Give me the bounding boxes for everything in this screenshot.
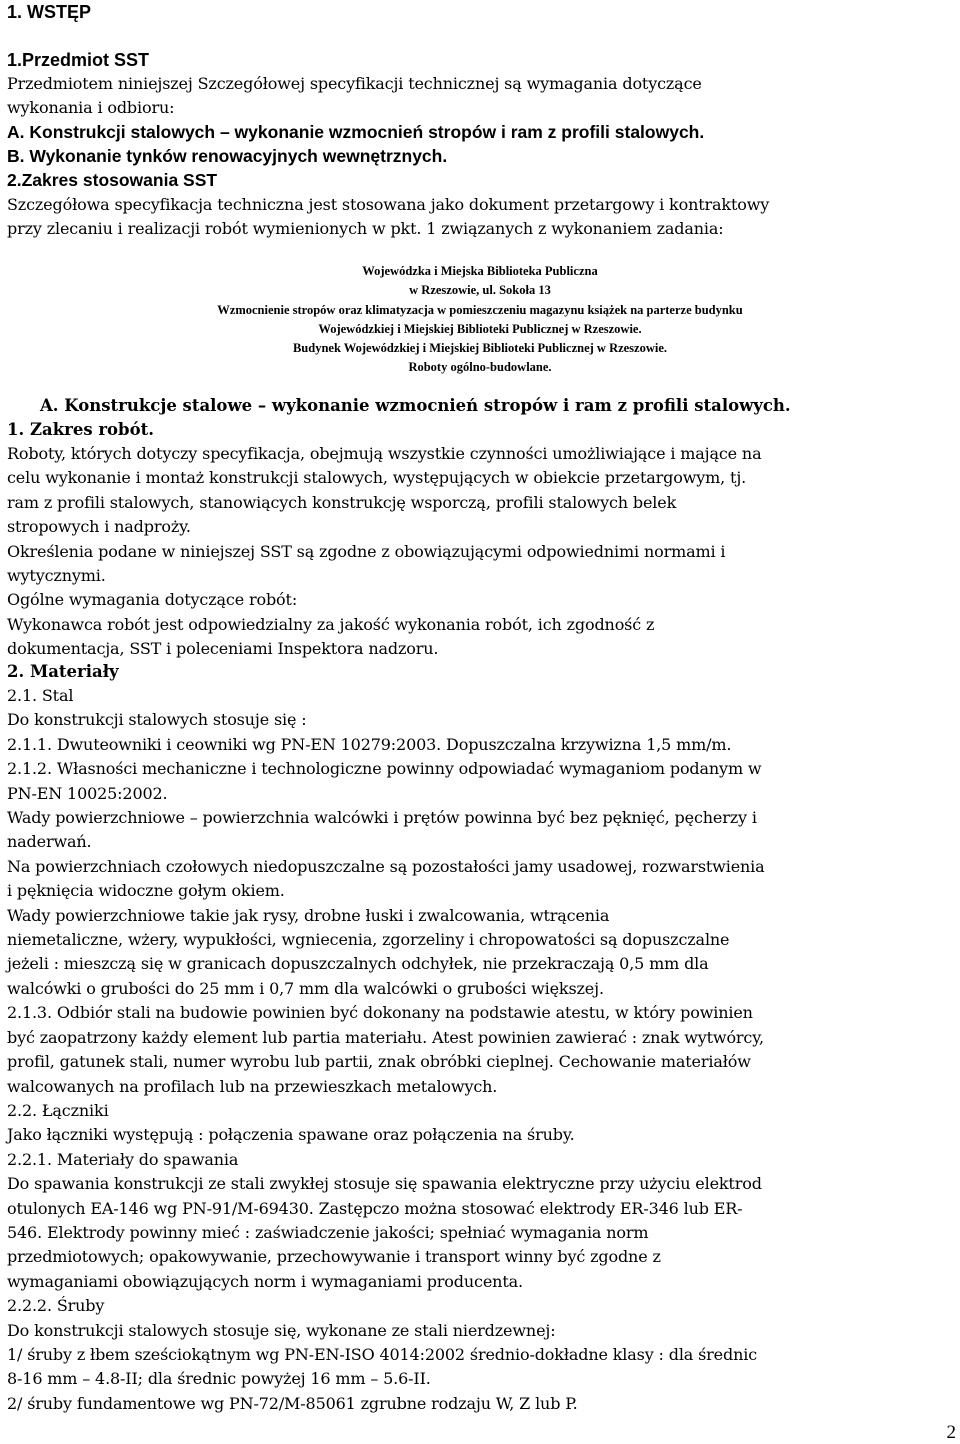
sst-subject-heading-text: 1.Przedmiot SST (7, 50, 150, 70)
text-line: walcowanych na profilach lub na przewieszkach metalowych. (7, 1076, 498, 1096)
project-line: Wojewódzkiej i Miejskiej Biblioteki Publicznej w Rzeszowie. (318, 321, 642, 336)
text-line: przy zlecaniu i realizacji robót wymienionych w pkt. 1 związanych z wykonaniem zadania: (7, 219, 724, 239)
section-a-heading-text: A. Konstrukcje stalowe – wykonanie wzmocnień stropów i ram z profili stalowych. (40, 396, 791, 415)
text-line: Na powierzchniach czołowych niedopuszczalne są pozostałości jamy usadowej, rozwarstwienia (7, 856, 765, 876)
project-line: Roboty ogólno-budowlane. (408, 360, 552, 375)
text-line: Do konstrukcji stalowych stosuje się : (7, 710, 307, 730)
text-line: Określenia podane w niniejszej SST są zgodne z obowiązującymi odpowiednimi normami i (7, 541, 726, 561)
text-line: przedmiotowych; opakowywanie, przechowywanie i transport winny być zgodne z (7, 1247, 661, 1267)
text-line: 2.1. Stal (7, 686, 74, 705)
project-line: Wzmocnienie stropów oraz klimatyzacja w pomieszczeniu magazynu książek na parterze budynku (217, 302, 743, 317)
text-line: PN-EN 10025:2002. (7, 783, 168, 803)
text-line: Szczegółowa specyfikacja techniczna jest stosowana jako dokument przetargowy i kontraktowy (7, 195, 770, 214)
text-line: Wady powierzchniowe – powierzchnia walcówki i prętów powinna być bez pęknięć, pęcherzy i (7, 808, 757, 828)
project-line: Budynek Wojewódzkiej i Miejskiej Biblioteki Publicznej w Rzeszowie. (292, 341, 668, 356)
text-line: profil, gatunek stali, numer wyrobu lub partii, znak obróbki cieplnej. Cechowanie materiałów (7, 1052, 751, 1072)
text-line: 1/ śruby z łbem sześciokątnym wg PN-EN-ISO 4014:2002 średnio-dokładne klasy : dla średnic (7, 1344, 758, 1364)
text-line: Roboty, których dotyczy specyfikacja, obejmują wszystkie czynności umożliwiające i mające na (7, 444, 762, 463)
text-line: być zaopatrzony każdy element lub partia materiału. Atest powinien zawierać : znak wytwórcy, (7, 1027, 764, 1047)
text-line: Przedmiotem niniejszej Szczegółowej specyfikacji technicznej są wymagania dotyczące (7, 74, 702, 93)
text-line: wymaganiami obowiązujących norm i wymaganiami producenta. (7, 1271, 523, 1291)
text-line: 2.1.1. Dwuteowniki i ceowniki wg PN-EN 10279:2003. Dopuszczalna krzywizna 1,5 mm/m. (7, 734, 732, 754)
text-line: wytycznymi. (7, 566, 106, 586)
scope-items (7, 120, 957, 168)
scope-of-works-paragraphs (7, 442, 957, 662)
text-line: 2.1.2. Własności mechaniczne i technologiczne powinny odpowiadać wymaganiom podanym w (7, 759, 762, 779)
text-line: i pęknięcia widoczne gołym okiem. (7, 881, 285, 901)
text-line: walcówki o grubości do 25 mm i 0,7 mm dla walcówki o grubości większej. (7, 978, 604, 998)
sst-subject-heading (7, 48, 957, 72)
text-line: 2.2.1. Materiały do spawania (7, 1149, 239, 1169)
text-line: 2.2.2. Śruby (7, 1296, 105, 1316)
text-line: stropowych i nadproży. (7, 517, 191, 537)
section-a-heading (40, 394, 957, 418)
text-line: naderwań. (7, 832, 92, 852)
sst-subject-paragraph (7, 72, 957, 121)
materials-paragraphs (7, 684, 957, 1416)
text-line: niemetaliczne, wżery, wypukłości, wgniecenia, zgorzeliny i chropowatości są dopuszczalne (7, 930, 730, 950)
project-line: w Rzeszowie, ul. Sokoła 13 (409, 283, 551, 298)
project-title-block (0, 262, 960, 378)
text-line: 2.2. Łączniki (7, 1100, 109, 1120)
chapter-heading (7, 0, 957, 24)
text-line: Ogólne wymagania dotyczące robót: (7, 590, 298, 610)
text-line: 546. Elektrody powinny mieć : zaświadczenie jakości; spełniać wymagania norm (7, 1222, 649, 1242)
text-line: Wady powierzchniowe takie jak rysy, drobne łuski i zwalcowania, wtrącenia (7, 905, 610, 925)
project-line: Wojewódzka i Miejska Biblioteka Publiczna (362, 264, 598, 278)
scope-heading-text: 2.Zakres stosowania SST (7, 170, 218, 190)
text-line: 2.1.3. Odbiór stali na budowie powinien być dokonany na podstawie atestu, w który powinien (7, 1003, 753, 1023)
text-line: jeżeli : mieszczą się w granicach dopuszczalnych odchyłek, nie przekraczają 0,5 mm dla (7, 954, 709, 974)
page-number: 2 (946, 1422, 956, 1443)
scope-paragraph (7, 193, 957, 242)
scope-heading (7, 168, 957, 192)
materials-heading (7, 660, 957, 684)
text-line: 8-16 mm – 4.8-II; dla średnic powyżej 16 mm – 5.6-II. (7, 1369, 431, 1389)
text-line: Do konstrukcji stalowych stosuje się, wykonane ze stali nierdzewnej: (7, 1320, 556, 1340)
chapter-heading-text: 1. WSTĘP (7, 2, 92, 22)
text-line: Do spawania konstrukcji ze stali zwykłej stosuje się spawania elektryczne przy użyciu elektrod (7, 1174, 762, 1194)
scope-of-works-heading-text: 1. Zakres robót. (7, 420, 154, 439)
scope-item-b: B. Wykonanie tynków renowacyjnych wewnętrznych. (7, 146, 448, 166)
text-line: celu wykonanie i montaż konstrukcji stalowych, występujących w obiekcie przetargowym, tj. (7, 468, 747, 488)
text-line: wykonania i odbioru: (7, 98, 175, 118)
text-line: 2/ śruby fundamentowe wg PN-72/M-85061 zgrubne rodzaju W, Z lub P. (7, 1393, 578, 1413)
text-line: otulonych EA-146 wg PN-91/M-69430. Zastępczo można stosować elektrody ER-346 lub ER- (7, 1198, 743, 1218)
text-line: Jako łączniki występują : połączenia spawane oraz połączenia na śruby. (7, 1125, 575, 1145)
scope-item-a: A. Konstrukcji stalowych – wykonanie wzmocnień stropów i ram z profili stalowych. (7, 122, 705, 142)
text-line: ram z profili stalowych, stanowiących konstrukcję wsporczą, profili stalowych belek (7, 492, 677, 512)
materials-heading-text: 2. Materiały (7, 662, 119, 681)
text-line: Wykonawca robót jest odpowiedzialny za jakość wykonania robót, ich zgodność z (7, 614, 655, 634)
text-line: dokumentacja, SST i poleceniami Inspektora nadzoru. (7, 639, 439, 659)
scope-of-works-heading (7, 418, 957, 442)
